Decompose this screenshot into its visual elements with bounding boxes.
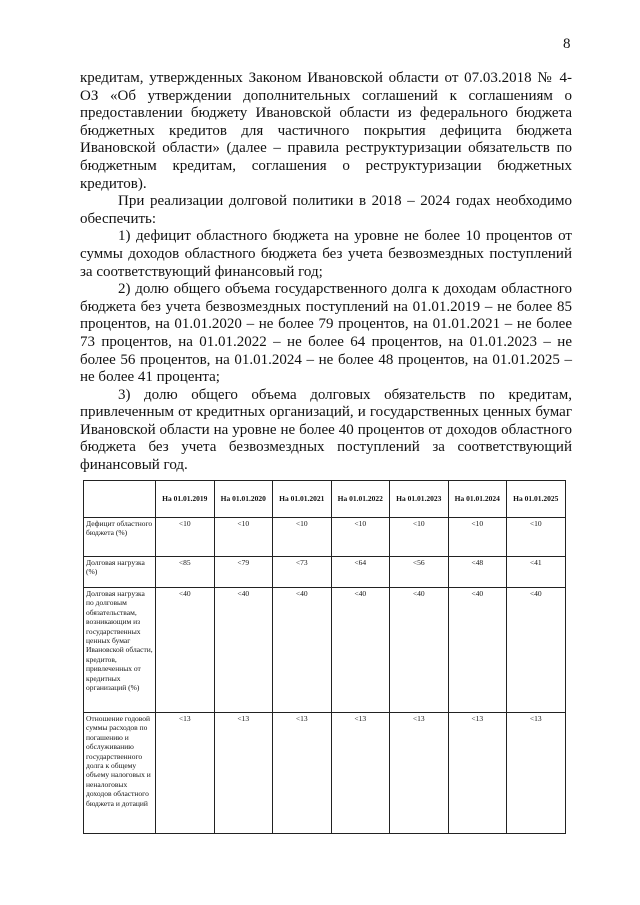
row-label: Долговая нагрузка по долговым обязательствам, возникающим из государственных ценных бумаг Ивановской области, кредитов, привлеченных от кредитных организаций (%) [84, 588, 156, 713]
page-number: 8 [563, 36, 571, 52]
table-cell: <13 [273, 713, 332, 834]
table-cell: <40 [214, 588, 273, 713]
table-header-corner [84, 481, 156, 518]
table-header-row [84, 481, 566, 518]
table-cell: <40 [331, 588, 390, 713]
table-header-cell: На 01.01.2024 [448, 481, 507, 518]
table-cell: <40 [390, 588, 449, 713]
table-cell: <13 [448, 713, 507, 834]
table-cell: <40 [507, 588, 566, 713]
table-header-cell: На 01.01.2019 [156, 481, 215, 518]
table-cell: <40 [156, 588, 215, 713]
table-cell: <64 [331, 557, 390, 588]
body-text [80, 70, 572, 475]
table-cell: <13 [507, 713, 566, 834]
table-cell: <13 [390, 713, 449, 834]
table-header-cell: На 01.01.2020 [214, 481, 273, 518]
table-cell: <13 [214, 713, 273, 834]
table-cell: <10 [390, 518, 449, 557]
table-cell: <10 [214, 518, 273, 557]
table-cell: <13 [331, 713, 390, 834]
row-label: Долговая нагрузка (%) [84, 557, 156, 588]
table-cell: <73 [273, 557, 332, 588]
table-cell: <85 [156, 557, 215, 588]
table-row [84, 588, 566, 713]
table-cell: <10 [448, 518, 507, 557]
paragraph-item-1: 1) дефицит областного бюджета на уровне не более 10 процентов от суммы доходов областного бюджета без учета безвозмездных поступлений за соответствующий финансовый год; [80, 228, 572, 280]
table-cell: <10 [273, 518, 332, 557]
paragraph-item-2: 2) долю общего объема государственного долга к доходам областного бюджета без учета безвозмездных поступлений на 01.01.2019 – не более 85 процентов, на 01.01.2020 – не более 79 процентов, на 01.01.2021 – не более 73 процентов, на 01.01.2022 – не более 64 процентов, на 01.01.2023 – не более 56 процентов, на 01.01.2024 – не более 48 процентов, на 01.01.2025 – не более 41 процента; [80, 281, 572, 386]
table-row [84, 518, 566, 557]
table-cell: <10 [507, 518, 566, 557]
table-cell: <13 [156, 713, 215, 834]
debt-targets-table [83, 480, 566, 834]
table-cell: <40 [273, 588, 332, 713]
row-label: Дефицит областного бюджета (%) [84, 518, 156, 557]
table-cell: <56 [390, 557, 449, 588]
table-header-cell: На 01.01.2021 [273, 481, 332, 518]
table-cell: <48 [448, 557, 507, 588]
paragraph-continuation: кредитам, утвержденных Законом Ивановской области от 07.03.2018 № 4-ОЗ «Об утверждении дополнительных соглашений к соглашениям о предоставлении бюджету Ивановской области из федерального бюджета бюджетных кредитов для частичного покрытия дефицита бюджета Ивановской области» (далее – правила реструктуризации обязательств по бюджетным кредитам, соглашения о реструктуризации бюджетных кредитов). [80, 70, 572, 192]
table-cell: <10 [331, 518, 390, 557]
table-header-cell: На 01.01.2023 [390, 481, 449, 518]
paragraph-item-3: 3) долю общего объема долговых обязательств по кредитам, привлеченным от кредитных организаций, и государственных ценных бумаг Ивановской области на уровне не более 40 процентов от доходов областного бюджета без учета безвозмездных поступлений за соответствующий финансовый год. [80, 386, 572, 474]
table-header-cell: На 01.01.2025 [507, 481, 566, 518]
table-cell: <40 [448, 588, 507, 713]
table-row [84, 713, 566, 834]
table-cell: <79 [214, 557, 273, 588]
paragraph-intro: При реализации долговой политики в 2018 – 2024 годах необходимо обеспечить: [80, 193, 572, 227]
table-cell: <10 [156, 518, 215, 557]
row-label: Отношение годовой суммы расходов по погашению и обслуживанию государственного долга к общему объему налоговых и неналоговых доходов областного бюджета и дотаций [84, 713, 156, 834]
table-cell: <41 [507, 557, 566, 588]
table-row [84, 557, 566, 588]
table-header-cell: На 01.01.2022 [331, 481, 390, 518]
